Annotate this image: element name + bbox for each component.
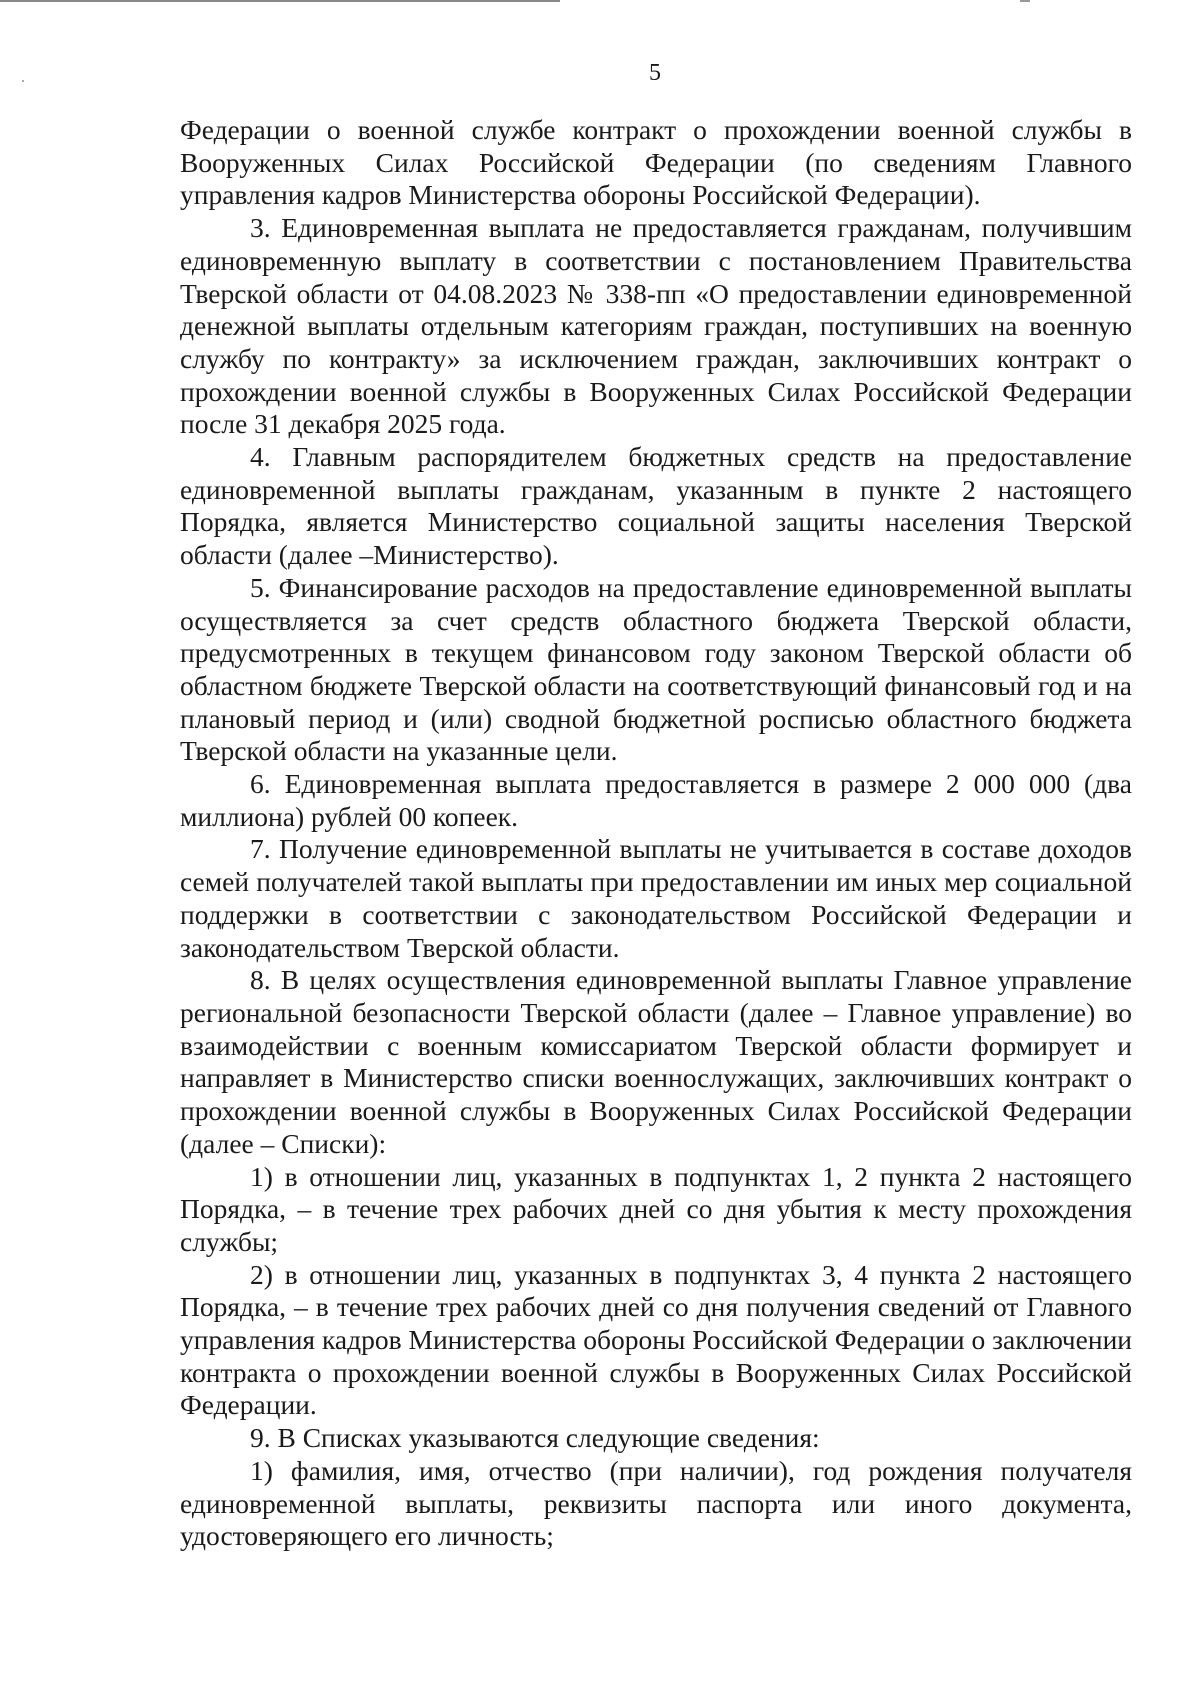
- paragraph-item-8-sub-1: 1) в отношении лиц, указанных в подпунктах 1, 2 пункта 2 настоящего Порядка, – в течение трех рабочих дней со дня убытия к месту прохождения службы;: [180, 1160, 1132, 1257]
- paragraph-item-7: 7. Получение единовременной выплаты не учитывается в составе доходов семей получателей такой выплаты при предоставлении им иных мер социальной поддержки в соответствии с законодательством Российской Федерации и законодательством Тверской области.: [180, 833, 1132, 963]
- scan-edge-mark: [1020, 0, 1030, 2]
- paragraph-item-9: 9. В Списках указываются следующие сведения:: [250, 1422, 820, 1454]
- document-body: [180, 114, 1132, 1553]
- paragraph-item-5: 5. Финансирование расходов на предоставление единовременной выплаты осуществляется за счет средств областного бюджета Тверской области, предусмотренных в текущем финансовом году законом Тверской области об областном бюджете Тверской области на соответствующий финансовый год и на плановый период и (или) сводной бюджетной росписью областного бюджета Тверской области на указанные цели.: [180, 571, 1132, 767]
- scan-edge-mark: [0, 0, 560, 2]
- page-number: 5: [649, 60, 661, 86]
- paragraph-item-4: 4. Главным распорядителем бюджетных средств на предоставление единовременной выплаты гражданам, указанным в пункте 2 настоящего Порядка, является Министерство социальной защиты населения Тверской области (далее –Министерство).: [180, 441, 1132, 571]
- paragraph-continuation: Федерации о военной службе контракт о прохождении военной службы в Вооруженных Силах Российской Федерации (по сведениям Главного управления кадров Министерства обороны Российской Федерации).: [180, 114, 1132, 211]
- paragraph-item-8: 8. В целях осуществления единовременной выплаты Главное управление региональной безопасности Тверской области (далее – Главное управление) во взаимодействии с военным комиссариатом Тверской области формирует и направляет в Министерство списки военнослужащих, заключивших контракт о прохождении военной службы в Вооруженных Силах Российской Федерации (далее – Списки):: [180, 964, 1132, 1159]
- paragraph-item-3: 3. Единовременная выплата не предоставляется гражданам, получившим единовременную выплату в соответствии с постановлением Правительства Тверской области от 04.08.2023 № 338-пп «О предоставлении единовременной денежной выплаты отдельным категориям граждан, поступивших на военную службу по контракту» за исключением граждан, заключивших контракт о прохождении военной службы в Вооруженных Силах Российской Федерации после 31 декабря 2025 года.: [180, 212, 1132, 440]
- paragraph-item-6: 6. Единовременная выплата предоставляется в размере 2 000 000 (два миллиона) рублей 00 копеек.: [180, 768, 1132, 832]
- paragraph-item-8-sub-2: 2) в отношении лиц, указанных в подпунктах 3, 4 пункта 2 настоящего Порядка, – в течение трех рабочих дней со дня получения сведений от Главного управления кадров Министерства обороны Российской Федерации о заключении контракта о прохождении военной службы в Вооруженных Силах Российской Федерации.: [180, 1258, 1132, 1421]
- paragraph-item-9-sub-1: 1) фамилия, имя, отчество (при наличии), год рождения получателя единовременной выплаты, реквизиты паспорта или иного документа, удостоверяющего его личность;: [180, 1454, 1132, 1552]
